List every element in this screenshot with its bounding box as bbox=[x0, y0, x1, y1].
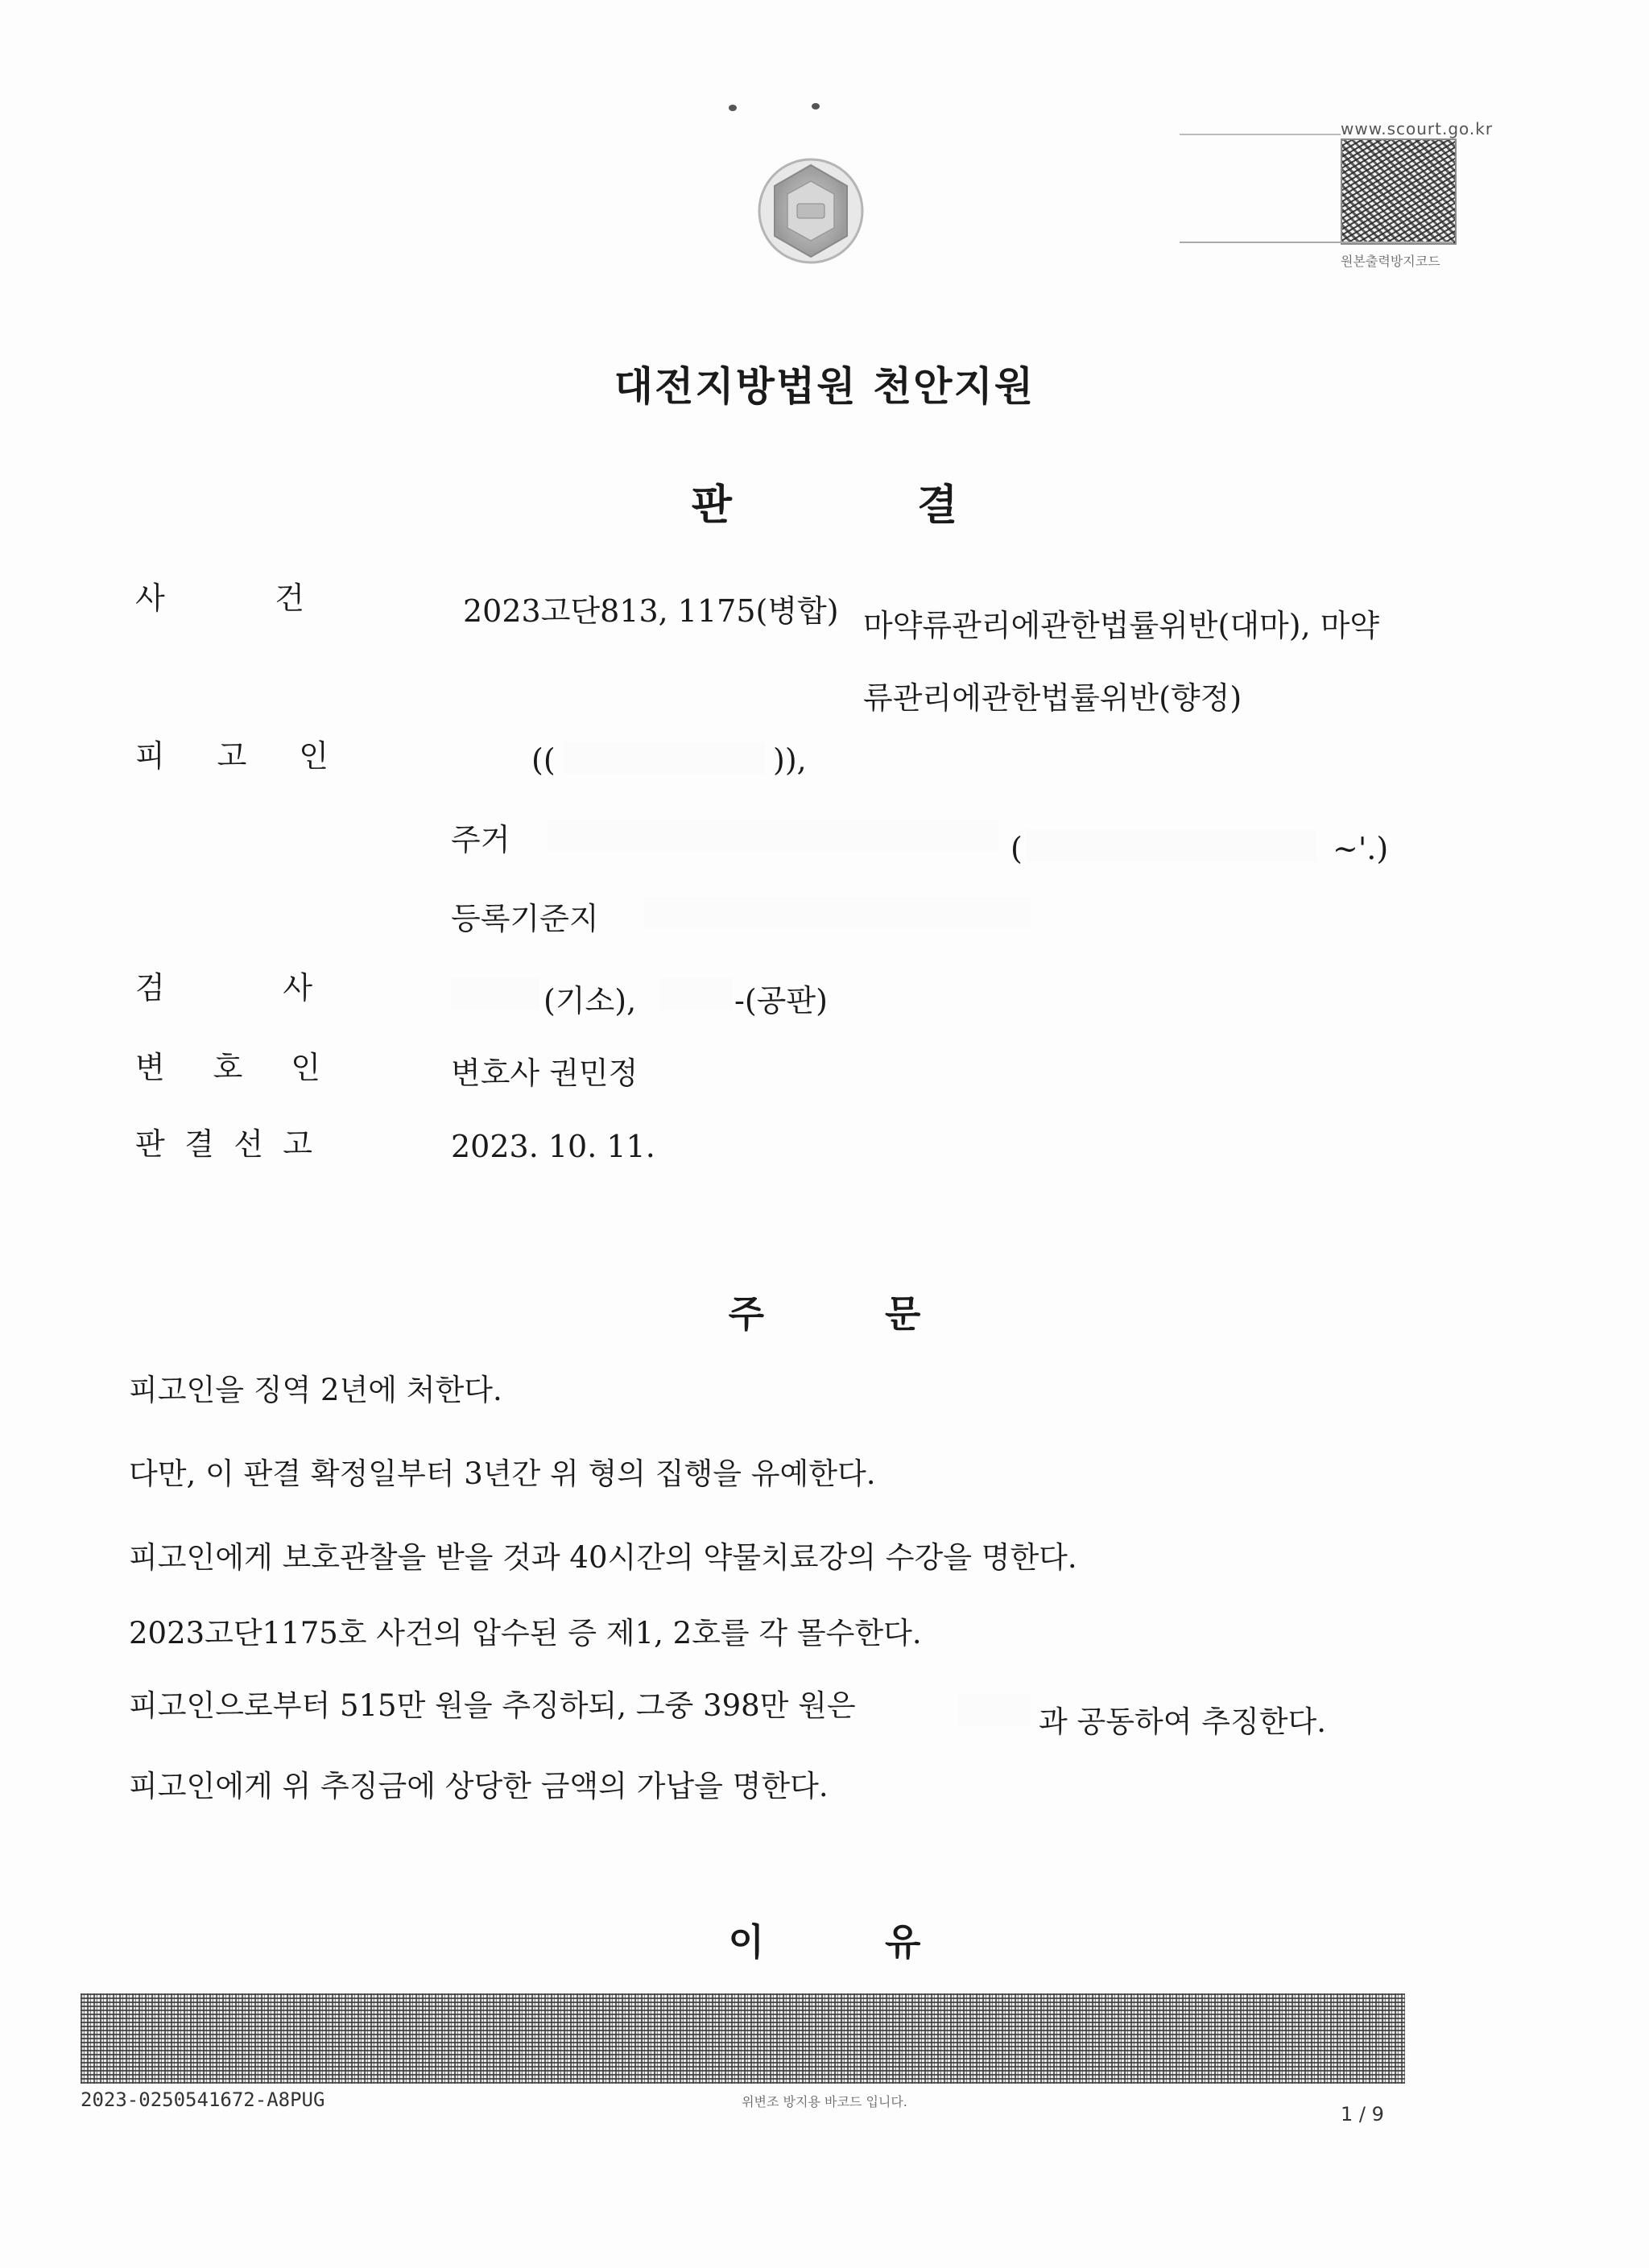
prosecutor-label: 검 사 bbox=[135, 970, 312, 1006]
order-line-6: 피고인에게 위 추징금에 상당한 금액의 가납을 명한다. bbox=[129, 1769, 829, 1803]
court-name: 대전지방법원 천안지원 bbox=[614, 363, 1035, 410]
court-seal-icon bbox=[757, 157, 865, 265]
order-line-1: 피고인을 징역 2년에 처한다. bbox=[129, 1373, 502, 1407]
order-line-5: 피고인으로부터 515만 원을 추징하되, 그중 398만 원은 bbox=[129, 1688, 856, 1723]
case-charge-line1: 마약류관리에관한법률위반(대마), 마약 bbox=[863, 608, 1380, 643]
prosecutor-trial: -(공판) bbox=[734, 983, 828, 1018]
seal-dot-left bbox=[729, 105, 737, 111]
registry-redaction bbox=[644, 897, 1031, 929]
seal-dot-right bbox=[812, 103, 820, 109]
document-title-char-2: 결 bbox=[917, 481, 958, 530]
qr-frame-line bbox=[1180, 242, 1453, 243]
lawyer-value: 변호사 권민정 bbox=[451, 1056, 639, 1091]
qr-url-text: www.scourt.go.kr bbox=[1341, 119, 1494, 138]
prosecutor-name-redaction bbox=[451, 977, 539, 1010]
residence-detail-redaction bbox=[1027, 829, 1316, 861]
order-heading: 주 문 bbox=[728, 1292, 921, 1336]
case-number: 2023고단813, 1175(병합) bbox=[463, 593, 839, 629]
document-title bbox=[0, 471, 1649, 531]
order-line-3: 피고인에게 보호관찰을 받을 것과 40시간의 약물치료강의 수강을 명한다. bbox=[129, 1540, 1077, 1575]
residence-label: 주거 bbox=[451, 822, 510, 857]
page-number: 1 / 9 bbox=[1341, 2103, 1384, 2125]
registry-label: 등록기준지 bbox=[451, 901, 599, 936]
lawyer-label: 변 호 인 bbox=[135, 1050, 320, 1085]
reason-heading: 이 유 bbox=[728, 1920, 921, 1964]
document-id: 2023-0250541672-A8PUG bbox=[81, 2088, 325, 2111]
qr-caption: 원본출력방지코드 bbox=[1341, 254, 1440, 269]
defendant-label: 피 고 인 bbox=[135, 738, 329, 774]
sentence-date-label: 판 결 선 고 bbox=[135, 1126, 312, 1162]
document-title-char-1: 판 bbox=[691, 481, 732, 530]
co-defendant-redaction bbox=[958, 1694, 1031, 1726]
barcode-note: 위변조 방지용 바코드 입니다. bbox=[742, 2094, 907, 2109]
anti-forgery-barcode-icon bbox=[81, 1993, 1405, 2084]
defendant-paren-close: )), bbox=[773, 742, 807, 778]
residence-redaction bbox=[548, 820, 998, 852]
defendant-paren-open: (( bbox=[531, 742, 556, 778]
sentence-date-value: 2023. 10. 11. bbox=[451, 1129, 655, 1164]
order-line-5-tail: 과 공동하여 추징한다. bbox=[1039, 1704, 1326, 1739]
prosecutor-indictment: (기소), bbox=[543, 983, 637, 1018]
defendant-redaction bbox=[564, 742, 765, 775]
order-line-2: 다만, 이 판결 확정일부터 3년간 위 형의 집행을 유예한다. bbox=[129, 1456, 876, 1491]
residence-paren-close: ~'.) bbox=[1333, 831, 1389, 866]
qr-code-icon bbox=[1341, 138, 1457, 245]
case-charge-line2: 류관리에관한법률위반(향정) bbox=[863, 680, 1242, 716]
qr-frame-line-top bbox=[1180, 134, 1341, 135]
residence-paren-open: ( bbox=[1010, 831, 1023, 866]
prosecutor-trial-redaction bbox=[660, 977, 733, 1010]
order-line-4: 2023고단1175호 사건의 압수된 증 제1, 2호를 각 몰수한다. bbox=[129, 1616, 922, 1650]
case-label: 사 건 bbox=[135, 580, 304, 616]
